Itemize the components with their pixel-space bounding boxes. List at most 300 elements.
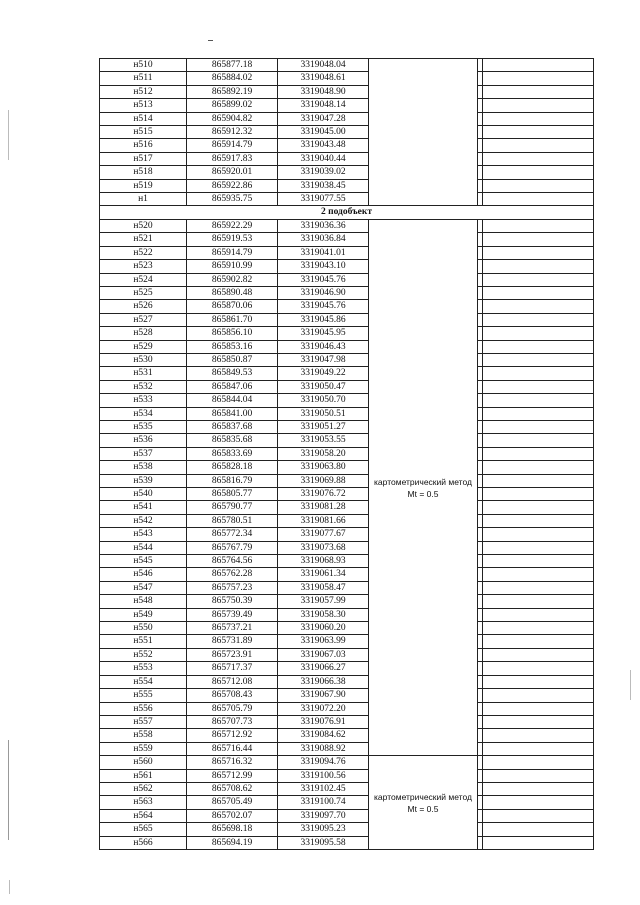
- empty-cell: [483, 528, 594, 541]
- coordinate-y: 3319048.14: [278, 99, 369, 112]
- coordinate-y: 3319073.68: [278, 541, 369, 554]
- coordinate-x: 865717.37: [187, 662, 278, 675]
- point-id: н544: [100, 541, 187, 554]
- coordinate-y: 3319077.67: [278, 528, 369, 541]
- empty-cell: [483, 72, 594, 85]
- empty-cell: [483, 367, 594, 380]
- table-row: [100, 769, 594, 782]
- table-row: [100, 273, 594, 286]
- coordinate-y: 3319066.38: [278, 675, 369, 688]
- point-id: н537: [100, 447, 187, 460]
- coordinate-y: 3319049.22: [278, 367, 369, 380]
- coordinate-x: 865764.56: [187, 555, 278, 568]
- coordinate-x: 865853.16: [187, 340, 278, 353]
- coordinate-y: 3319100.56: [278, 769, 369, 782]
- empty-cell: [483, 702, 594, 715]
- table-row: [100, 59, 594, 72]
- coordinate-y: 3319046.43: [278, 340, 369, 353]
- coordinate-y: 3319067.90: [278, 689, 369, 702]
- point-id: н512: [100, 85, 187, 98]
- empty-cell: [483, 555, 594, 568]
- coordinate-y: 3319063.80: [278, 461, 369, 474]
- point-id: н556: [100, 702, 187, 715]
- coordinate-x: 865899.02: [187, 99, 278, 112]
- empty-cell: [483, 139, 594, 152]
- coordinate-y: 3319088.92: [278, 742, 369, 755]
- coordinate-x: 865902.82: [187, 273, 278, 286]
- point-id: н563: [100, 796, 187, 809]
- coordinate-y: 3319058.47: [278, 581, 369, 594]
- table-row: [100, 541, 594, 554]
- table-row: [100, 648, 594, 661]
- empty-cell: [483, 662, 594, 675]
- coordinate-x: 865723.91: [187, 648, 278, 661]
- point-id: н519: [100, 179, 187, 192]
- table-row: [100, 246, 594, 259]
- coordinate-x: 865904.82: [187, 112, 278, 125]
- point-id: н522: [100, 246, 187, 259]
- table-row: [100, 367, 594, 380]
- coordinate-y: 3319057.99: [278, 595, 369, 608]
- table-row: [100, 729, 594, 742]
- coordinate-y: 3319058.30: [278, 608, 369, 621]
- table-row: [100, 474, 594, 487]
- empty-cell: [483, 99, 594, 112]
- empty-cell: [483, 474, 594, 487]
- coordinate-x: 865861.70: [187, 313, 278, 326]
- coordinate-y: 3319039.02: [278, 166, 369, 179]
- coordinate-y: 3319040.44: [278, 152, 369, 165]
- coordinates-table: [99, 58, 594, 850]
- empty-cell: [483, 313, 594, 326]
- table-row: [100, 742, 594, 755]
- point-id: н552: [100, 648, 187, 661]
- empty-cell: [483, 219, 594, 232]
- point-id: н524: [100, 273, 187, 286]
- table-row: [100, 166, 594, 179]
- empty-cell: [483, 179, 594, 192]
- empty-cell: [483, 809, 594, 822]
- empty-cell: [483, 836, 594, 849]
- empty-cell: [483, 756, 594, 769]
- point-id: н529: [100, 340, 187, 353]
- coordinate-y: 3319051.27: [278, 420, 369, 433]
- table-row: [100, 286, 594, 299]
- coordinate-x: 865739.49: [187, 608, 278, 621]
- table-row: [100, 447, 594, 460]
- table-row: [100, 85, 594, 98]
- table-row: [100, 353, 594, 366]
- empty-cell: [483, 729, 594, 742]
- table-row: [100, 756, 594, 769]
- coordinate-y: 3319061.34: [278, 568, 369, 581]
- table-row: [100, 300, 594, 313]
- point-id: н535: [100, 420, 187, 433]
- table-row: [100, 715, 594, 728]
- section-header-row: [100, 206, 594, 219]
- table-row: [100, 233, 594, 246]
- coordinate-y: 3319066.27: [278, 662, 369, 675]
- coordinate-x: 865712.99: [187, 769, 278, 782]
- coordinate-x: 865884.02: [187, 72, 278, 85]
- coordinate-x: 865837.68: [187, 420, 278, 433]
- coordinate-x: 865716.44: [187, 742, 278, 755]
- coordinate-x: 865917.83: [187, 152, 278, 165]
- coordinate-x: 865708.43: [187, 689, 278, 702]
- table-row: [100, 568, 594, 581]
- coordinate-x: 865833.69: [187, 447, 278, 460]
- coordinate-x: 865694.19: [187, 836, 278, 849]
- table-row: [100, 340, 594, 353]
- coordinate-y: 3319048.90: [278, 85, 369, 98]
- method-cell: картометрический метод Mt = 0.5: [369, 756, 478, 850]
- coordinate-y: 3319038.45: [278, 179, 369, 192]
- coordinate-x: 865707.73: [187, 715, 278, 728]
- table-row: [100, 380, 594, 393]
- empty-cell: [483, 394, 594, 407]
- point-id: н532: [100, 380, 187, 393]
- coordinate-x: 865757.23: [187, 581, 278, 594]
- point-id: н564: [100, 809, 187, 822]
- coordinate-x: 865828.18: [187, 461, 278, 474]
- coordinate-x: 865712.92: [187, 729, 278, 742]
- table-row: [100, 394, 594, 407]
- coordinate-x: 865731.89: [187, 635, 278, 648]
- point-id: н538: [100, 461, 187, 474]
- table-row: [100, 327, 594, 340]
- coordinate-x: 865772.34: [187, 528, 278, 541]
- coordinate-y: 3319060.20: [278, 622, 369, 635]
- coordinate-x: 865920.01: [187, 166, 278, 179]
- scan-speck: [208, 40, 213, 41]
- coordinate-y: 3319076.91: [278, 715, 369, 728]
- scan-edge-line: [8, 110, 9, 160]
- coordinate-y: 3319100.74: [278, 796, 369, 809]
- coordinate-y: 3319045.95: [278, 327, 369, 340]
- table-row: [100, 581, 594, 594]
- table-row: [100, 420, 594, 433]
- table-row: [100, 179, 594, 192]
- coordinate-x: 865780.51: [187, 514, 278, 527]
- point-id: н526: [100, 300, 187, 313]
- table-row: [100, 555, 594, 568]
- coordinate-x: 865847.06: [187, 380, 278, 393]
- point-id: н540: [100, 488, 187, 501]
- coordinate-y: 3319046.90: [278, 286, 369, 299]
- table-row: [100, 407, 594, 420]
- table-row: [100, 796, 594, 809]
- empty-cell: [483, 782, 594, 795]
- empty-cell: [483, 514, 594, 527]
- empty-cell: [483, 166, 594, 179]
- coordinate-x: 865767.79: [187, 541, 278, 554]
- point-id: н520: [100, 219, 187, 232]
- coordinate-y: 3319068.93: [278, 555, 369, 568]
- point-id: н562: [100, 782, 187, 795]
- point-id: н550: [100, 622, 187, 635]
- empty-cell: [483, 340, 594, 353]
- scan-edge-line: [9, 880, 10, 894]
- coordinate-y: 3319097.70: [278, 809, 369, 822]
- point-id: н561: [100, 769, 187, 782]
- coordinate-y: 3319094.76: [278, 756, 369, 769]
- point-id: н545: [100, 555, 187, 568]
- empty-method-cell: [369, 59, 478, 206]
- coordinate-y: 3319047.28: [278, 112, 369, 125]
- point-id: н554: [100, 675, 187, 688]
- table-row: [100, 702, 594, 715]
- empty-cell: [483, 541, 594, 554]
- point-id: н551: [100, 635, 187, 648]
- coordinate-x: 865737.21: [187, 622, 278, 635]
- section-title: 2 подобъект: [100, 206, 594, 219]
- table-row: [100, 501, 594, 514]
- table-row: [100, 514, 594, 527]
- coordinate-y: 3319048.61: [278, 72, 369, 85]
- coordinate-y: 3319102.45: [278, 782, 369, 795]
- coordinate-x: 865705.49: [187, 796, 278, 809]
- table-row: [100, 622, 594, 635]
- table-row: [100, 193, 594, 206]
- empty-cell: [483, 675, 594, 688]
- coordinate-y: 3319041.01: [278, 246, 369, 259]
- coordinate-x: 865849.53: [187, 367, 278, 380]
- point-id: н517: [100, 152, 187, 165]
- empty-cell: [483, 260, 594, 273]
- coordinate-x: 865698.18: [187, 823, 278, 836]
- empty-cell: [483, 420, 594, 433]
- point-id: н549: [100, 608, 187, 621]
- coordinate-x: 865856.10: [187, 327, 278, 340]
- empty-cell: [483, 501, 594, 514]
- coordinate-x: 865805.77: [187, 488, 278, 501]
- table-row: [100, 689, 594, 702]
- coordinate-y: 3319072.20: [278, 702, 369, 715]
- coordinate-y: 3319045.76: [278, 300, 369, 313]
- coordinate-x: 865919.53: [187, 233, 278, 246]
- scan-edge-line: [630, 670, 631, 700]
- scan-edge-line: [8, 740, 9, 840]
- point-id: н530: [100, 353, 187, 366]
- empty-cell: [483, 635, 594, 648]
- coordinate-y: 3319081.28: [278, 501, 369, 514]
- empty-cell: [483, 353, 594, 366]
- coordinate-x: 865870.06: [187, 300, 278, 313]
- point-id: н548: [100, 595, 187, 608]
- point-id: н558: [100, 729, 187, 742]
- coordinate-y: 3319067.03: [278, 648, 369, 661]
- coordinate-y: 3319084.62: [278, 729, 369, 742]
- point-id: н541: [100, 501, 187, 514]
- table-row: [100, 126, 594, 139]
- method-cell: картометрический метод Mt = 0.5: [369, 219, 478, 755]
- point-id: н514: [100, 112, 187, 125]
- point-id: н515: [100, 126, 187, 139]
- coordinate-y: 3319095.23: [278, 823, 369, 836]
- coordinate-x: 865816.79: [187, 474, 278, 487]
- coordinate-x: 865850.87: [187, 353, 278, 366]
- empty-cell: [483, 608, 594, 621]
- point-id: н523: [100, 260, 187, 273]
- point-id: н547: [100, 581, 187, 594]
- coordinate-x: 865892.19: [187, 85, 278, 98]
- point-id: н521: [100, 233, 187, 246]
- empty-cell: [483, 742, 594, 755]
- table-row: [100, 434, 594, 447]
- table-row: [100, 823, 594, 836]
- point-id: н553: [100, 662, 187, 675]
- coordinates-table-body: [100, 59, 594, 850]
- coordinate-x: 865712.08: [187, 675, 278, 688]
- empty-cell: [483, 488, 594, 501]
- point-id: н513: [100, 99, 187, 112]
- empty-cell: [483, 380, 594, 393]
- coordinate-y: 3319048.04: [278, 59, 369, 72]
- coordinate-x: 865922.29: [187, 219, 278, 232]
- coordinate-y: 3319036.84: [278, 233, 369, 246]
- coordinate-x: 865914.79: [187, 246, 278, 259]
- point-id: н555: [100, 689, 187, 702]
- table-row: [100, 836, 594, 849]
- coordinate-y: 3319069.88: [278, 474, 369, 487]
- coordinate-x: 865912.32: [187, 126, 278, 139]
- point-id: н528: [100, 327, 187, 340]
- empty-cell: [483, 447, 594, 460]
- point-id: н542: [100, 514, 187, 527]
- coordinate-x: 865716.32: [187, 756, 278, 769]
- point-id: н543: [100, 528, 187, 541]
- empty-cell: [483, 689, 594, 702]
- table-row: [100, 99, 594, 112]
- point-id: н533: [100, 394, 187, 407]
- point-id: н536: [100, 434, 187, 447]
- table-row: [100, 260, 594, 273]
- coordinate-y: 3319076.72: [278, 488, 369, 501]
- point-id: н527: [100, 313, 187, 326]
- table-row: [100, 635, 594, 648]
- point-id: н565: [100, 823, 187, 836]
- coordinate-y: 3319050.51: [278, 407, 369, 420]
- coordinate-y: 3319077.55: [278, 193, 369, 206]
- coordinate-y: 3319053.55: [278, 434, 369, 447]
- empty-cell: [483, 648, 594, 661]
- point-id: н559: [100, 742, 187, 755]
- empty-cell: [483, 126, 594, 139]
- coordinate-x: 865835.68: [187, 434, 278, 447]
- point-id: н516: [100, 139, 187, 152]
- point-id: н510: [100, 59, 187, 72]
- coordinate-x: 865702.07: [187, 809, 278, 822]
- table-row: [100, 488, 594, 501]
- point-id: н525: [100, 286, 187, 299]
- coordinate-x: 865762.28: [187, 568, 278, 581]
- empty-cell: [483, 246, 594, 259]
- empty-cell: [483, 434, 594, 447]
- point-id: н566: [100, 836, 187, 849]
- table-row: [100, 72, 594, 85]
- coordinate-x: 865877.18: [187, 59, 278, 72]
- empty-cell: [483, 273, 594, 286]
- point-id: н518: [100, 166, 187, 179]
- coordinate-x: 865922.86: [187, 179, 278, 192]
- point-id: н531: [100, 367, 187, 380]
- coordinate-x: 865790.77: [187, 501, 278, 514]
- table-row: [100, 595, 594, 608]
- coordinate-y: 3319050.70: [278, 394, 369, 407]
- empty-cell: [483, 59, 594, 72]
- empty-cell: [483, 407, 594, 420]
- empty-cell: [483, 581, 594, 594]
- table-row: [100, 662, 594, 675]
- coordinate-x: 865841.00: [187, 407, 278, 420]
- coordinate-x: 865910.99: [187, 260, 278, 273]
- empty-cell: [483, 796, 594, 809]
- empty-cell: [483, 715, 594, 728]
- empty-cell: [483, 152, 594, 165]
- coordinate-x: 865708.62: [187, 782, 278, 795]
- table-row: [100, 313, 594, 326]
- empty-cell: [483, 622, 594, 635]
- empty-cell: [483, 769, 594, 782]
- empty-cell: [483, 112, 594, 125]
- coordinate-y: 3319043.10: [278, 260, 369, 273]
- table-row: [100, 528, 594, 541]
- empty-cell: [483, 327, 594, 340]
- empty-cell: [483, 300, 594, 313]
- empty-cell: [483, 286, 594, 299]
- table-row: [100, 112, 594, 125]
- point-id: н546: [100, 568, 187, 581]
- table-row: [100, 461, 594, 474]
- coordinate-x: 865705.79: [187, 702, 278, 715]
- coordinate-y: 3319058.20: [278, 447, 369, 460]
- empty-cell: [483, 193, 594, 206]
- coordinate-y: 3319045.86: [278, 313, 369, 326]
- empty-cell: [483, 595, 594, 608]
- coordinate-y: 3319036.36: [278, 219, 369, 232]
- point-id: н560: [100, 756, 187, 769]
- empty-cell: [483, 823, 594, 836]
- table-row: [100, 152, 594, 165]
- point-id: н539: [100, 474, 187, 487]
- coordinate-x: 865750.39: [187, 595, 278, 608]
- empty-cell: [483, 568, 594, 581]
- point-id: н1: [100, 193, 187, 206]
- coordinate-y: 3319095.58: [278, 836, 369, 849]
- empty-cell: [483, 233, 594, 246]
- coordinate-x: 865890.48: [187, 286, 278, 299]
- table-row: [100, 809, 594, 822]
- coordinate-y: 3319047.98: [278, 353, 369, 366]
- coordinate-y: 3319050.47: [278, 380, 369, 393]
- coordinate-x: 865844.04: [187, 394, 278, 407]
- table-row: [100, 608, 594, 621]
- table-row: [100, 139, 594, 152]
- table-row: [100, 782, 594, 795]
- point-id: н511: [100, 72, 187, 85]
- table-row: [100, 219, 594, 232]
- coordinate-y: 3319045.00: [278, 126, 369, 139]
- table-row: [100, 675, 594, 688]
- empty-cell: [483, 461, 594, 474]
- coordinate-y: 3319045.76: [278, 273, 369, 286]
- coordinate-x: 865914.79: [187, 139, 278, 152]
- coordinate-y: 3319043.48: [278, 139, 369, 152]
- coordinate-y: 3319081.66: [278, 514, 369, 527]
- coordinate-y: 3319063.99: [278, 635, 369, 648]
- empty-cell: [483, 85, 594, 98]
- coordinate-x: 865935.75: [187, 193, 278, 206]
